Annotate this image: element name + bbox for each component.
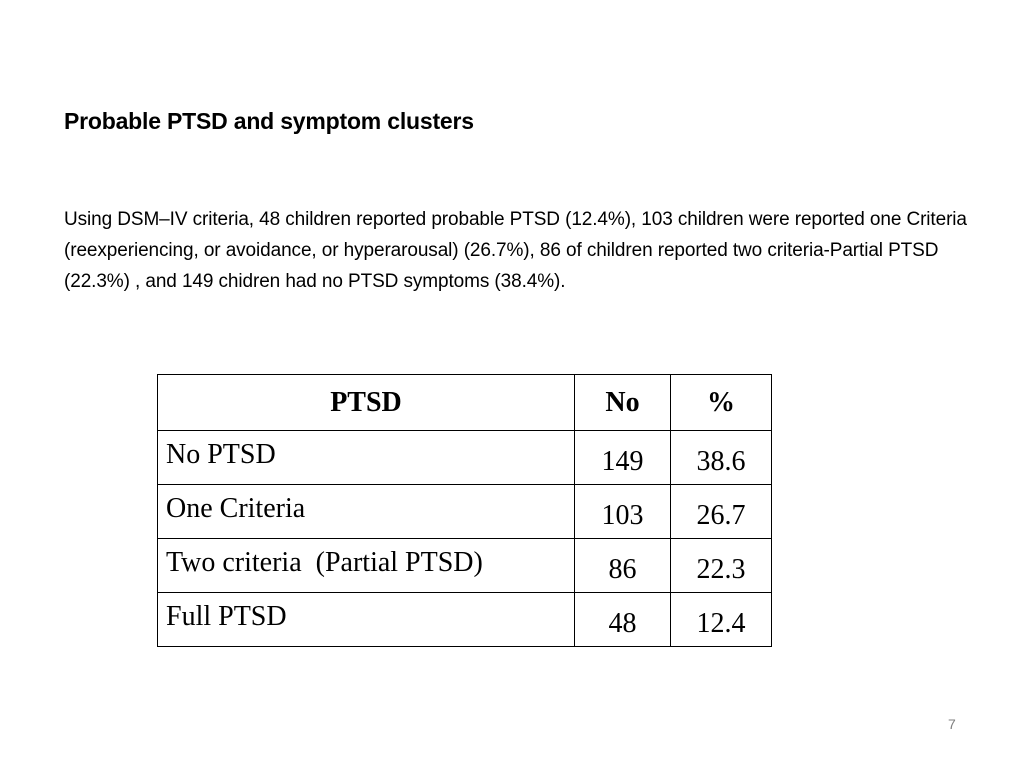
- row-count: 48: [575, 593, 671, 647]
- slide-title: Probable PTSD and symptom clusters: [64, 108, 474, 134]
- ptsd-table: [157, 374, 772, 647]
- header-ptsd: PTSD: [158, 375, 575, 431]
- row-percent: 22.3: [671, 539, 772, 593]
- slide-page-number: 7: [948, 716, 956, 732]
- row-label: No PTSD: [158, 431, 575, 485]
- row-count: 149: [575, 431, 671, 485]
- row-percent: 38.6: [671, 431, 772, 485]
- table-row: [158, 593, 772, 647]
- row-count: 86: [575, 539, 671, 593]
- row-label: Two criteria (Partial PTSD): [158, 539, 575, 593]
- row-count: 103: [575, 485, 671, 539]
- row-label: One Criteria: [158, 485, 575, 539]
- table-row: [158, 539, 772, 593]
- table-row: [158, 431, 772, 485]
- header-percent: %: [671, 375, 772, 431]
- slide-body-text: Using DSM–IV criteria, 48 children reported probable PTSD (12.4%), 103 children were reported one Criteria (reexperiencing, or avoidance, or hyperarousal) (26.7%), 86 of children reported two criteria-Partial PTSD (22.3%) , and 149 chidren had no PTSD symptoms (38.4%).: [64, 209, 967, 292]
- table-row: [158, 485, 772, 539]
- table-header-row: [158, 375, 772, 431]
- row-percent: 26.7: [671, 485, 772, 539]
- row-label: Full PTSD: [158, 593, 575, 647]
- header-no: No: [575, 375, 671, 431]
- row-percent: 12.4: [671, 593, 772, 647]
